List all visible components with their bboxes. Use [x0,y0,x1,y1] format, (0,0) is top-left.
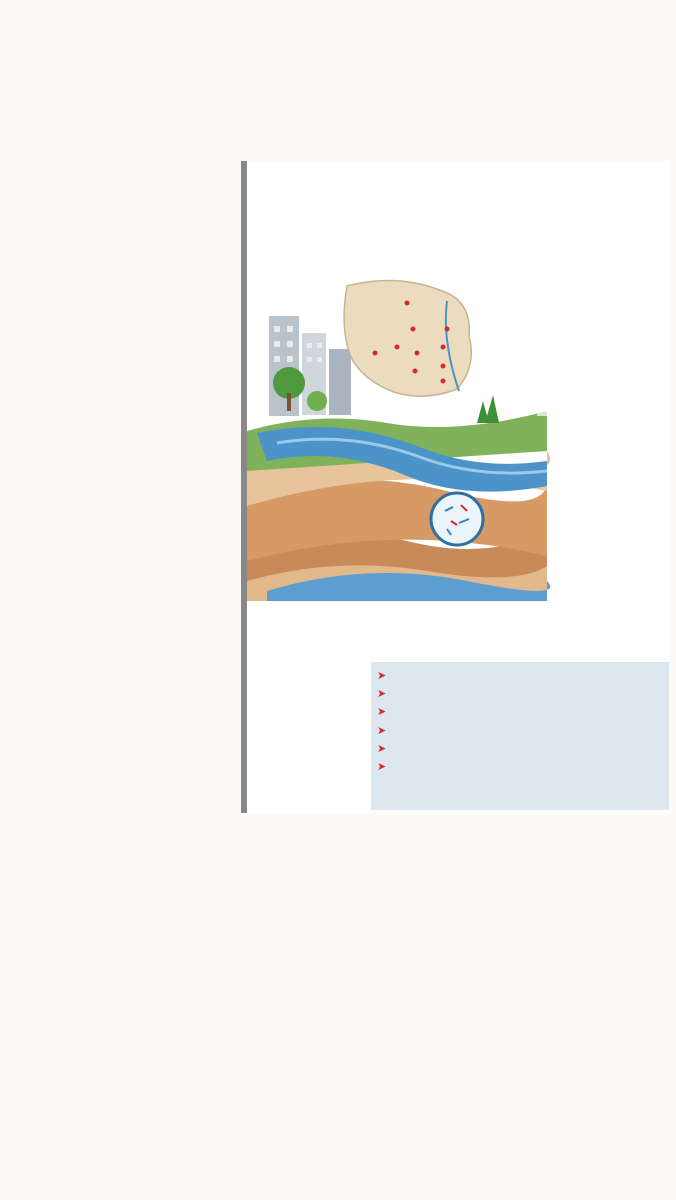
delhi-map [344,281,471,397]
article-column-2 [235,817,439,1200]
policy-item [377,740,665,758]
river-pre-label [493,288,589,303]
policy-item [377,667,665,685]
policy-recommendations [371,662,669,810]
river-post-label [537,387,603,416]
magnifier-icon [431,493,483,545]
policy-item [377,685,665,703]
policy-item [377,703,665,721]
article-column-1 [12,207,232,1200]
building-illustration [269,316,299,416]
policy-item [377,722,665,740]
infographic [241,161,669,813]
groundwater-summary [255,671,365,702]
policy-item [377,758,665,776]
article-column-3 [447,817,667,1200]
